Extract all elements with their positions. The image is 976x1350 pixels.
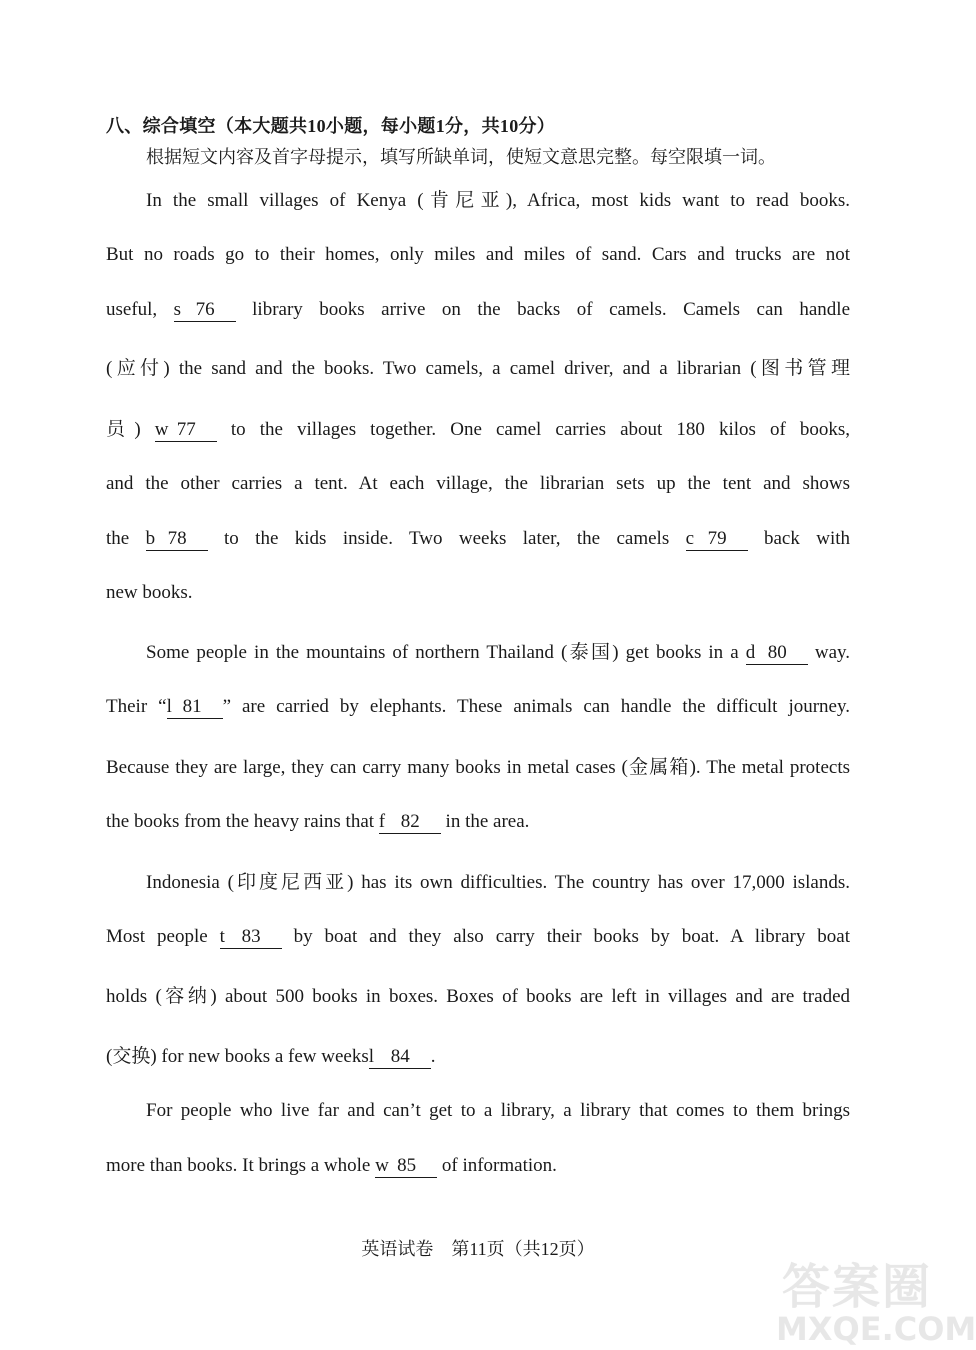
passage-line: Indonesia (印度尼西亚) has its own difficulties. The country has over 17,000 islands.	[146, 872, 850, 893]
blank-number: 79	[707, 528, 727, 549]
text-fragment: (交换) for new books a few weeks	[106, 1046, 369, 1067]
blank-letter: c	[685, 528, 695, 549]
page-footer: 英语试卷 第11页（共12页）	[361, 1239, 595, 1259]
blank-number: 78	[167, 528, 187, 549]
blank-letter: f	[378, 811, 386, 832]
passage-line: Because they are large, they can carry many books in metal cases (金属箱). The metal protects	[106, 757, 850, 778]
blank-letter: l	[166, 696, 172, 717]
passage-line: new books.	[106, 582, 193, 603]
passage-line	[106, 1041, 850, 1069]
blank-number: 80	[767, 642, 787, 663]
blank-letter: s	[173, 299, 182, 320]
blank-letter: w	[375, 1155, 389, 1176]
passage-line: In the small villages of Kenya (肯尼亚), Africa, most kids want to read books.	[146, 190, 850, 211]
text-fragment: of information.	[441, 1155, 557, 1176]
blank-76	[174, 300, 236, 322]
text-fragment: useful,	[106, 299, 158, 320]
watermark-top: 答案圈	[782, 1259, 933, 1315]
blank-78	[146, 529, 208, 551]
blank-number: 83	[241, 926, 261, 947]
passage-line	[106, 528, 850, 551]
text-fragment: back with	[764, 528, 851, 549]
blank-number: 81	[182, 696, 202, 717]
blank-85	[375, 1156, 437, 1178]
passage-line	[146, 637, 850, 665]
blank-letter: t	[219, 926, 225, 947]
blank-77	[155, 420, 217, 442]
blank-79	[686, 529, 748, 551]
text-fragment: to the kids inside. Two weeks later, the camels	[224, 528, 670, 549]
blank-81	[167, 697, 223, 719]
blank-number: 84	[390, 1046, 410, 1067]
blank-number: 85	[397, 1155, 417, 1176]
section-heading: 八、综合填空（本大题共10小题，每小题1分，共10分）	[106, 116, 556, 136]
blank-84	[369, 1047, 431, 1069]
passage-line	[106, 696, 850, 719]
text-fragment: the books from the heavy rains that	[106, 811, 375, 832]
passage-line: and the other carries a tent. At each village, the librarian sets up the tent and shows	[106, 473, 850, 494]
text-fragment: the	[106, 528, 130, 549]
text-fragment: more than books. It brings a whole	[106, 1155, 371, 1176]
text-fragment: Their “	[106, 696, 167, 717]
blank-number: 76	[195, 299, 215, 320]
passage-line: (应付) the sand and the books. Two camels, a camel driver, and a librarian (图书管理	[106, 358, 850, 379]
text-fragment: 员)	[106, 419, 141, 440]
watermark-bottom: MXQE.COM	[776, 1310, 976, 1348]
text-fragment: way.	[814, 642, 851, 663]
blank-80	[746, 643, 808, 665]
passage-line	[106, 1155, 850, 1178]
blank-83	[220, 927, 282, 949]
text-fragment: Most people	[106, 926, 208, 947]
text-fragment: ” are carried by elephants. These animals can handle the difficult journey.	[222, 696, 850, 717]
blank-letter: d	[745, 642, 756, 663]
passage-line	[106, 811, 850, 834]
section-instruction: 根据短文内容及首字母提示，填写所缺单词，使短文意思完整。每空限填一词。	[146, 147, 776, 167]
text-fragment: in the area.	[445, 811, 530, 832]
text-fragment: library books arrive on the backs of camels. Camels can handle	[252, 299, 851, 320]
passage-line	[106, 299, 850, 322]
passage-line: But no roads go to their homes, only miles and miles of sand. Cars and trucks are not	[106, 244, 850, 265]
text-fragment: to the villages together. One camel carries about 180 kilos of books,	[230, 419, 851, 440]
blank-letter: w	[154, 419, 169, 440]
passage-line	[106, 926, 850, 949]
text-fragment: Some people in the mountains of northern Thailand (泰国) get books in a	[146, 642, 739, 663]
text-fragment: by boat and they also carry their books by boat. A library boat	[293, 926, 851, 947]
blank-number: 82	[400, 811, 420, 832]
passage-line	[106, 414, 850, 442]
blank-letter: b	[145, 528, 156, 549]
passage-line: For people who live far and can’t get to a library, a library that comes to them brings	[146, 1100, 850, 1121]
blank-82	[379, 812, 441, 834]
passage-line: holds (容纳) about 500 books in boxes. Boxes of books are left in villages and are traded	[106, 986, 850, 1007]
text-fragment: .	[430, 1046, 436, 1067]
blank-number: 77	[176, 419, 196, 440]
watermark-logo	[776, 1248, 976, 1350]
blank-letter: l	[368, 1046, 375, 1067]
